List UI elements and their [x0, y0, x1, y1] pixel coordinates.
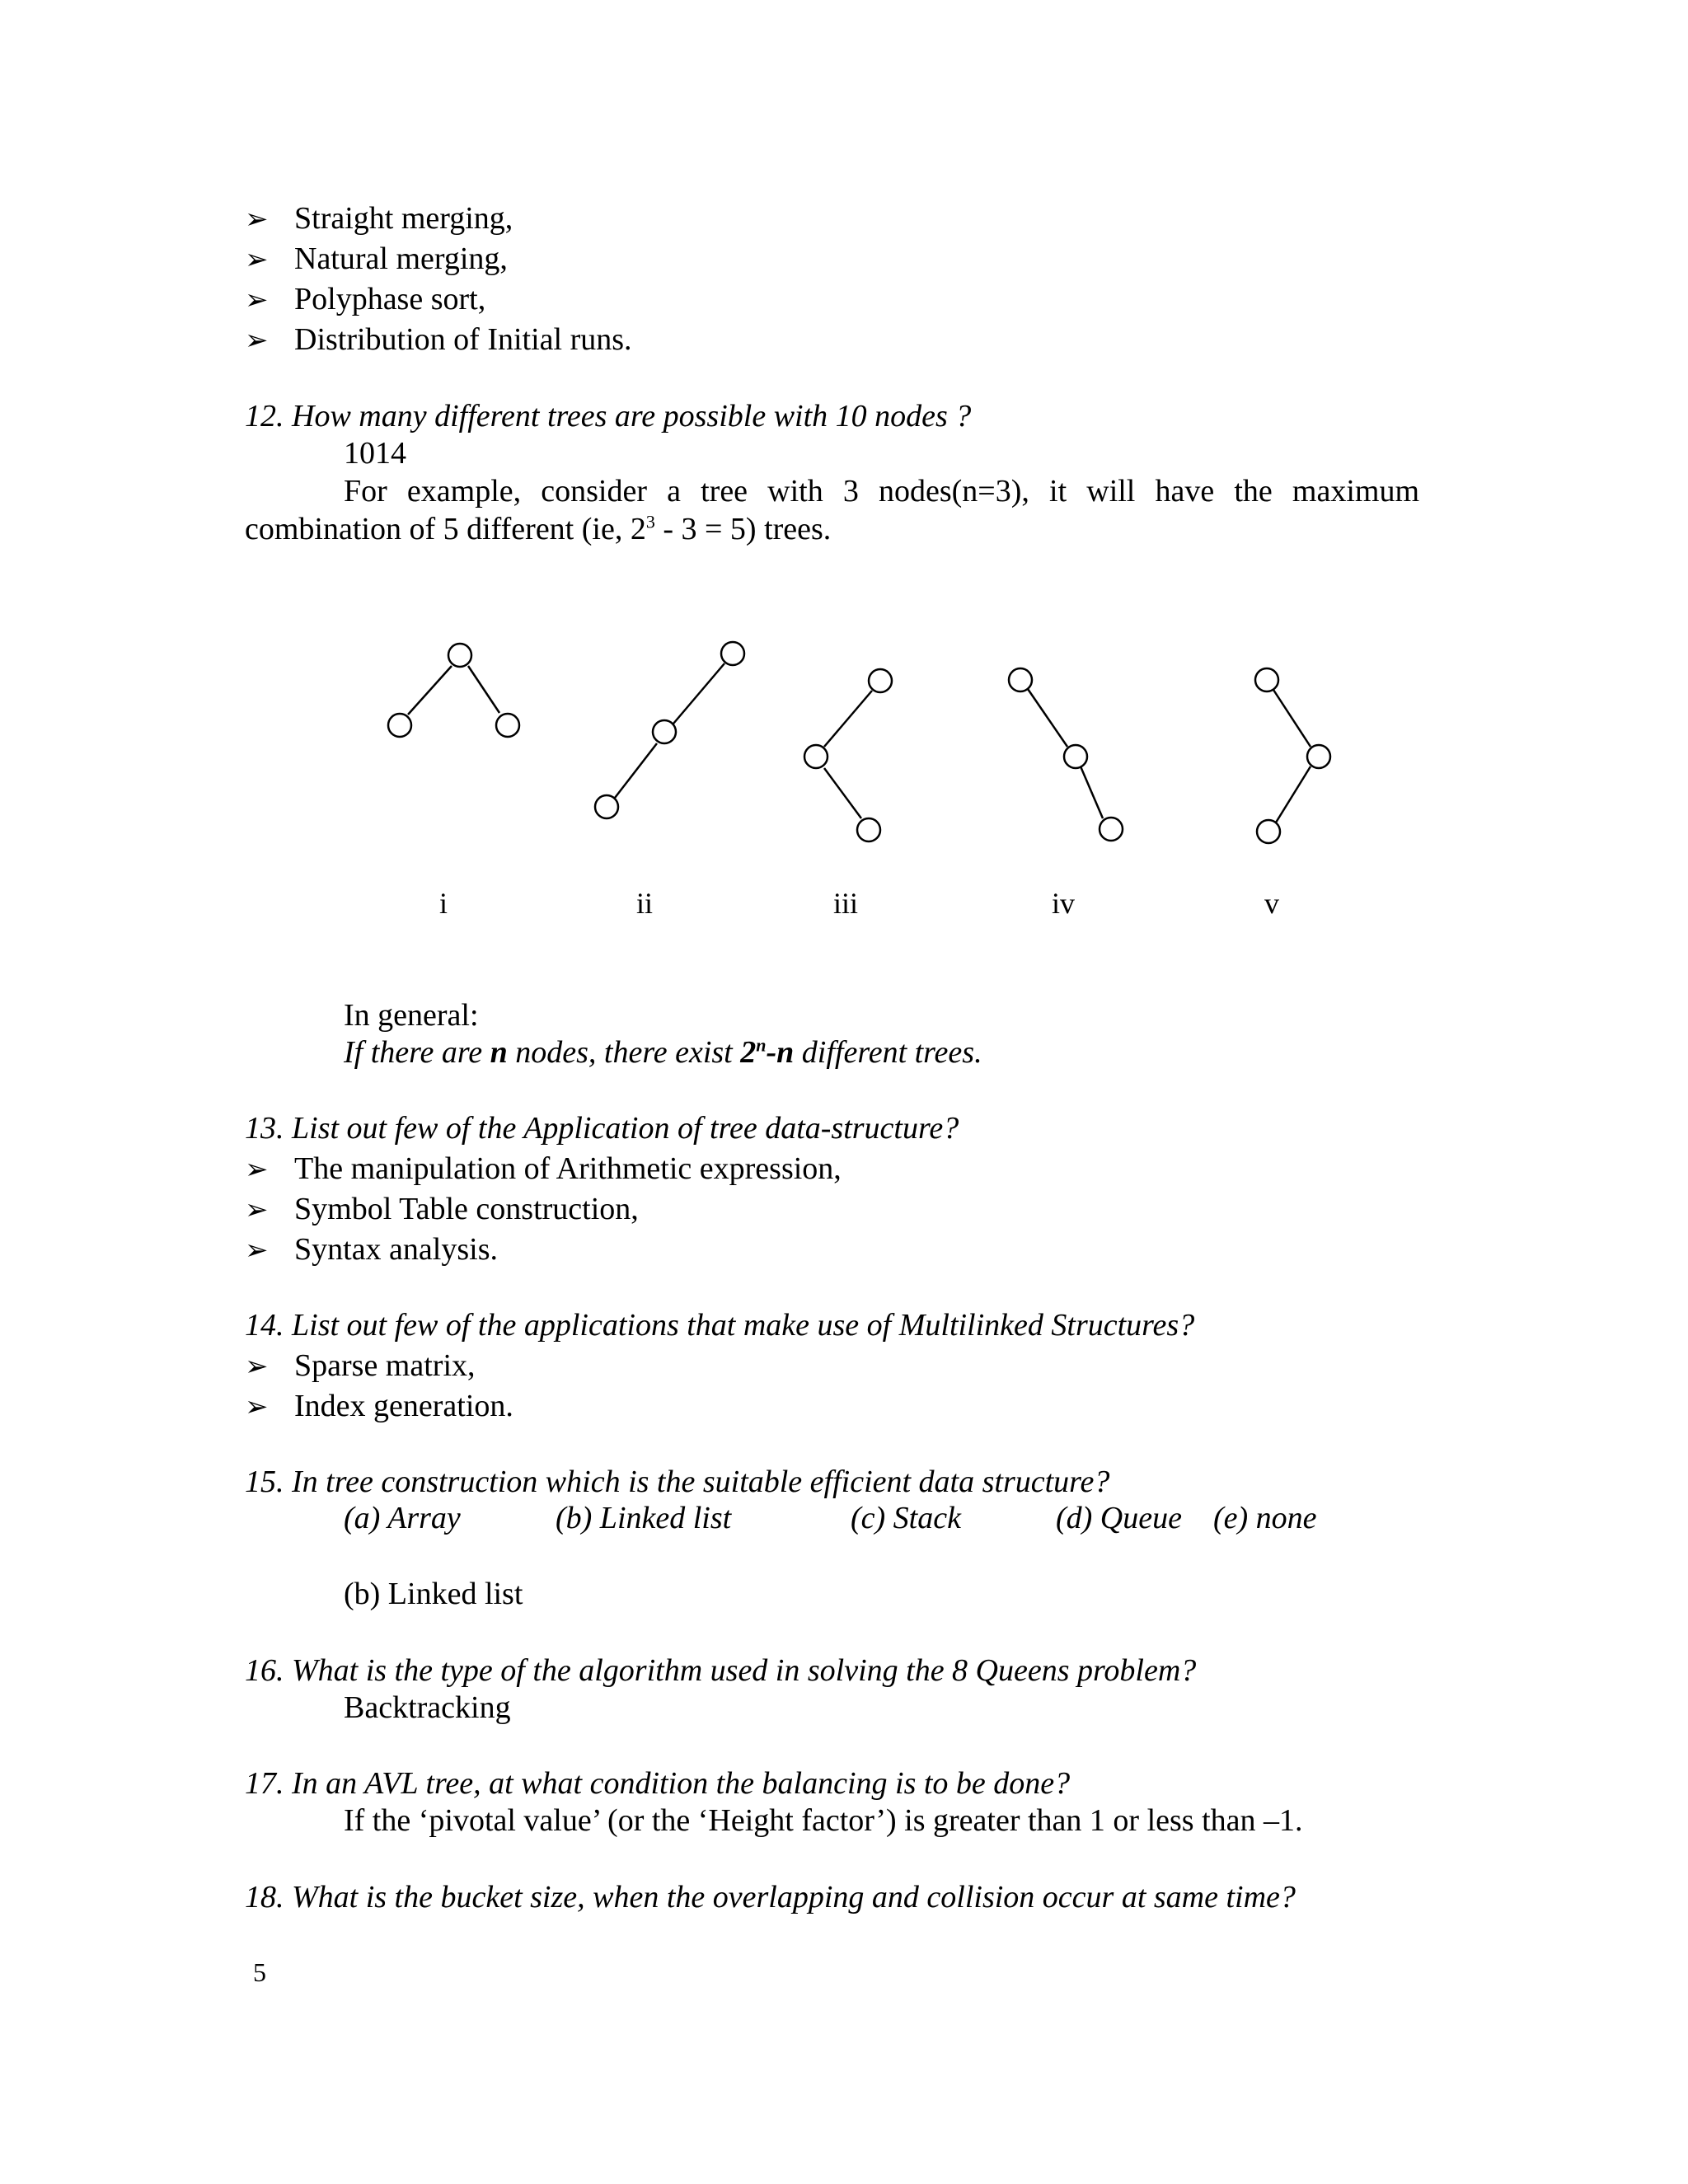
tree-label-v: v: [1264, 887, 1279, 920]
answer-12: 1014: [344, 436, 406, 471]
arrow-bullet-icon: ➢: [245, 326, 269, 356]
tree-iii: [804, 669, 892, 841]
option-a: (a) Array: [344, 1501, 461, 1535]
arrow-bullet-icon: ➢: [245, 285, 269, 316]
list-item: ➢ Straight merging,: [245, 199, 513, 240]
tree-i: [388, 644, 519, 737]
arrow-bullet-icon: ➢: [245, 1352, 269, 1382]
option-e: (e) none: [1213, 1501, 1317, 1535]
question-17: 17. In an AVL tree, at what condition the balancing is to be done?: [245, 1766, 1071, 1801]
arrow-bullet-icon: ➢: [245, 1235, 269, 1266]
tree-iv: [1009, 668, 1123, 841]
arrow-bullet-icon: ➢: [245, 204, 269, 235]
list-item: ➢ Polyphase sort,: [245, 279, 485, 321]
tree-v: [1255, 668, 1330, 843]
example-paragraph: For example, consider a tree with 3 nodes(n=3), it will have the maximum combination of 5 different (ie, $2^3 - 3 = 5$) trees.: [245, 474, 1419, 546]
tree-diagrams: [0, 0, 1688, 948]
question-16: 16. What is the type of the algorithm used in solving the 8 Queens problem?: [245, 1653, 1197, 1688]
tree-label-iii: iii: [832, 887, 859, 920]
page-number: 5: [253, 1957, 266, 1987]
arrow-bullet-icon: ➢: [245, 1195, 269, 1226]
list-item: ➢ Distribution of Initial runs.: [245, 320, 632, 361]
list-item: ➢ Index generation.: [245, 1386, 513, 1427]
answer-15: (b) Linked list: [344, 1577, 523, 1611]
question-12: 12. How many different trees are possible with 10 nodes ?: [245, 399, 972, 434]
arrow-bullet-icon: ➢: [245, 1155, 269, 1185]
tree-label-ii: ii: [635, 887, 654, 920]
tree-label-iv: iv: [1051, 887, 1076, 920]
question-18: 18. What is the bucket size, when the overlapping and collision occur at same time?: [245, 1880, 1296, 1915]
option-c: (c) Stack: [851, 1501, 961, 1535]
tree-label-i: i: [438, 887, 448, 920]
question-13: 13. List out few of the Application of tree data-structure?: [245, 1111, 959, 1146]
arrow-bullet-icon: ➢: [245, 245, 269, 275]
answer-17: If the ‘pivotal value’ (or the ‘Height factor’) is greater than 1 or less than –1.: [344, 1803, 1303, 1838]
general-heading: In general:: [344, 998, 479, 1033]
list-item: ➢ Syntax analysis.: [245, 1230, 498, 1271]
arrow-bullet-icon: ➢: [245, 1392, 269, 1422]
question-14: 14. List out few of the applications that make use of Multilinked Structures?: [245, 1308, 1195, 1343]
question-15: 15. In tree construction which is the suitable efficient data structure?: [245, 1465, 1110, 1499]
option-d: (d) Queue: [1056, 1501, 1182, 1535]
tree-ii: [595, 642, 744, 818]
list-item: ➢ The manipulation of Arithmetic expression,: [245, 1149, 842, 1190]
option-b: (b) Linked list: [556, 1501, 732, 1535]
answer-16: Backtracking: [344, 1690, 511, 1725]
list-item: ➢ Sparse matrix,: [245, 1346, 476, 1387]
list-item: ➢ Natural merging,: [245, 239, 508, 280]
answer-options: [344, 1498, 1432, 1538]
general-rule: If there are n nodes, there exist 2$^n$-n different trees.: [344, 1034, 982, 1070]
list-item: ➢ Symbol Table construction,: [245, 1189, 639, 1230]
